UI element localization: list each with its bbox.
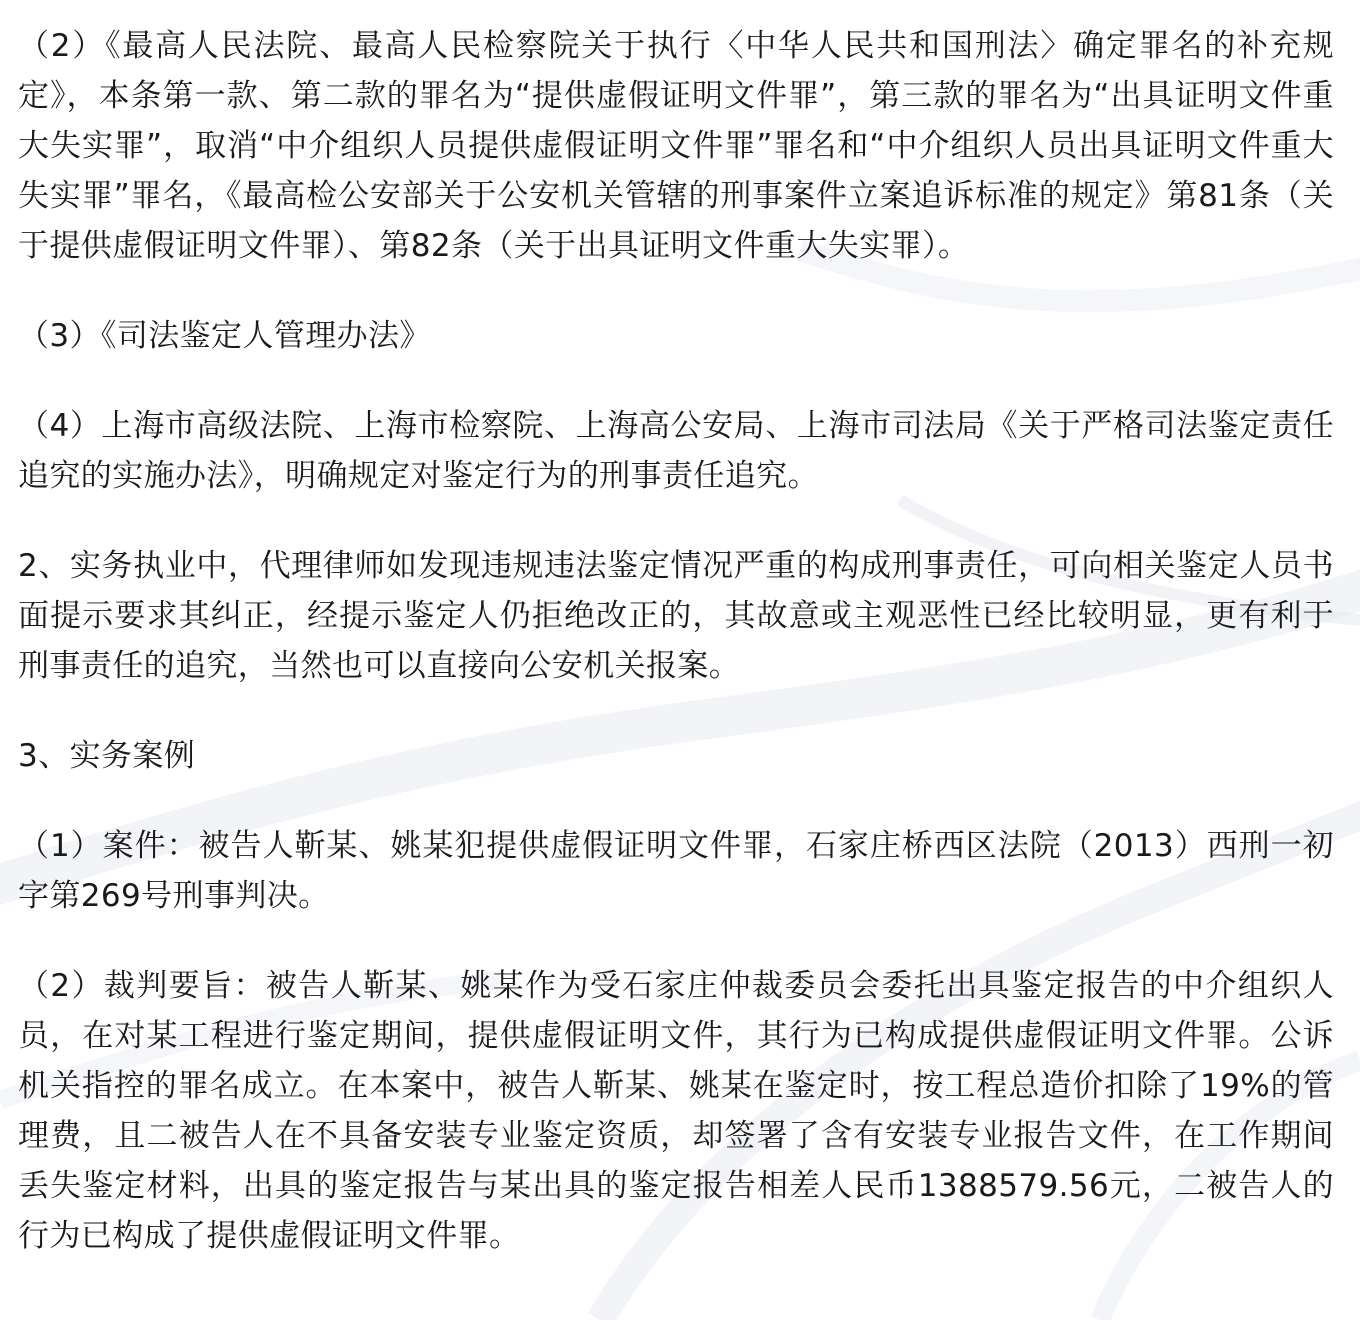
paragraph-gap: [18, 271, 1334, 311]
paragraph-regulation-3: （3）《司法鉴定人管理办法》: [18, 318, 431, 354]
paragraph-case-2: （2）裁判要旨：被告人靳某、姚某作为受石家庄仲裁委员会委托出具鉴定报告的中介组织人员，在对某工程进行鉴定期间，提供虚假证明文件，其行为已构成提供虚假证明文件罪。公诉机关指控的罪名成立。在本案中，被告人靳某、姚某在鉴定时，按工程总造价扣除了19%的管理费，且二被告人在不具备安装专业鉴定资质，却签署了含有安装专业报告文件，在工作期间丢失鉴定材料，出具的鉴定报告与某出具的鉴定报告相差人民币1388579.56元，二被告人的行为已构成了提供虚假证明文件罪。: [18, 968, 1334, 1254]
paragraph-gap: [18, 361, 1334, 401]
document-body: [18, 21, 1334, 1261]
paragraph-case-1: （1）案件：被告人靳某、姚某犯提供虚假证明文件罪，石家庄桥西区法院（2013）西刑一初字第269号刑事判决。: [18, 828, 1334, 914]
paragraph-gap: [18, 921, 1334, 961]
paragraph-gap: [18, 781, 1334, 821]
paragraph-practice-2: 2、实务执业中，代理律师如发现违规违法鉴定情况严重的构成刑事责任，可向相关鉴定人员书面提示要求其纠正，经提示鉴定人仍拒绝改正的，其故意或主观恶性已经比较明显，更有利于刑事责任的追究，当然也可以直接向公安机关报案。: [18, 548, 1334, 684]
paragraph-regulation-2: （2）《最高人民法院、最高人民检察院关于执行〈中华人民共和国刑法〉确定罪名的补充规定》，本条第一款、第二款的罪名为“提供虚假证明文件罪”，第三款的罪名为“出具证明文件重大失实罪”，取消“中介组织人员提供虚假证明文件罪”罪名和“中介组织人员出具证明文件重大失实罪”罪名，《最高检公安部关于公安机关管辖的刑事案件立案追诉标准的规定》第81条（关于提供虚假证明文件罪）、第82条（关于出具证明文件重大失实罪）。: [18, 28, 1334, 264]
section-heading-cases: 3、实务案例: [18, 738, 196, 774]
paragraph-gap: [18, 691, 1334, 731]
paragraph-gap: [18, 501, 1334, 541]
paragraph-regulation-4: （4）上海市高级法院、上海市检察院、上海高公安局、上海市司法局《关于严格司法鉴定责任追究的实施办法》，明确规定对鉴定行为的刑事责任追究。: [18, 408, 1334, 494]
